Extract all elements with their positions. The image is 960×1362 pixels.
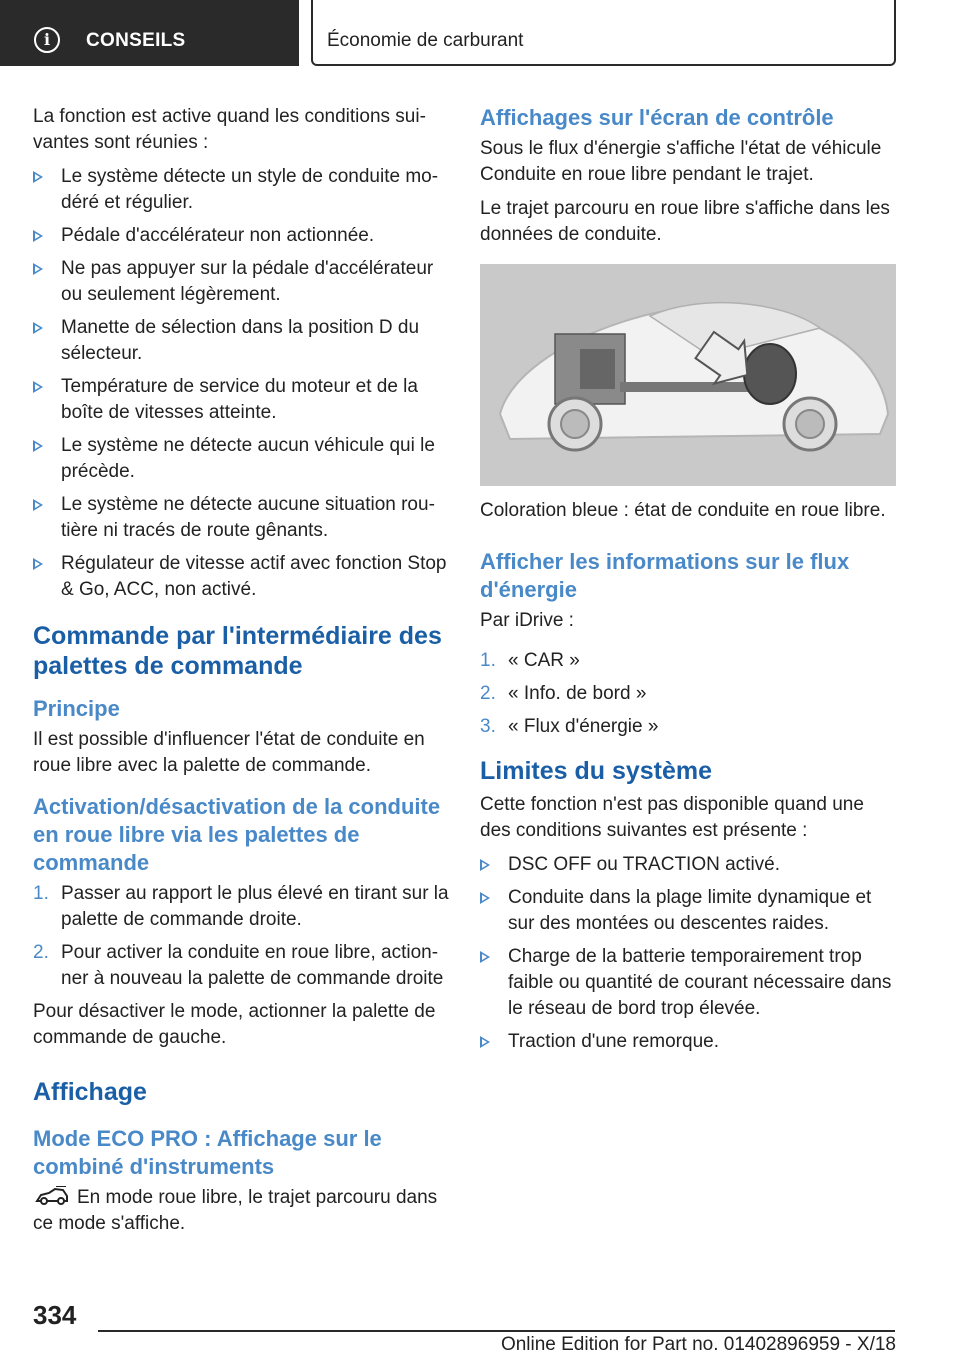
list-item	[33, 164, 449, 216]
list-item	[480, 852, 896, 878]
deactivate-text: Pour désactiver le mode, actionner la palette de commande de gauche.	[33, 1001, 436, 1048]
step-number: 1.	[480, 650, 496, 671]
ecran-paragraph-2: Le trajet parcouru en roue libre s'affiche dans les données de conduite.	[480, 198, 890, 245]
flux-steps	[480, 648, 896, 740]
page-header	[0, 0, 960, 66]
intro-text: La fonction est active quand les conditions sui-vantes sont réunies :	[33, 106, 426, 153]
list-item	[33, 223, 449, 249]
triangle-bullet-icon	[33, 171, 43, 183]
coasting-car-icon	[35, 1186, 69, 1206]
numbered-item	[480, 648, 896, 674]
car-drawing	[480, 264, 896, 486]
list-item	[33, 433, 449, 485]
list-item	[33, 492, 449, 544]
ecran-paragraph-1: Sous le flux d'énergie s'affiche l'état de véhicule Conduite en roue libre pendant le trajet.	[480, 138, 882, 185]
figure-caption: Coloration bleue : état de conduite en roue libre.	[480, 500, 886, 521]
list-item-text: Température de service du moteur et de la boîte de vitesses atteinte.	[61, 376, 418, 423]
conditions-list	[33, 164, 449, 603]
limites-intro: Cette fonction n'est pas disponible quand une des conditions suivantes est présente :	[480, 794, 864, 841]
edition-text: Online Edition for Part no. 01402896959 - X/18	[500, 1334, 896, 1355]
list-item	[33, 374, 449, 426]
triangle-bullet-icon	[480, 892, 490, 904]
list-item-text: Le système ne détecte aucun véhicule qui le précède.	[61, 435, 435, 482]
list-item-text: Le système ne détecte aucune situation rou-tière ni tracés de route gênants.	[61, 494, 435, 541]
list-item-text: Charge de la batterie temporairement trop faible ou quantité de courant nécessaire dans le réseau de bord trop élevée.	[508, 946, 892, 1019]
step-number: 2.	[480, 683, 496, 704]
triangle-bullet-icon	[480, 859, 490, 871]
coasting-car-illustration	[480, 264, 896, 486]
flux-intro: Par iDrive :	[480, 610, 574, 631]
triangle-bullet-icon	[33, 440, 43, 452]
right-column	[480, 104, 896, 1062]
chapter-title-tab[interactable]	[311, 0, 896, 66]
heading-ecran: Affichages sur l'écran de contrôle	[480, 105, 834, 130]
triangle-bullet-icon	[480, 951, 490, 963]
triangle-bullet-icon	[480, 1036, 490, 1048]
step-text: « CAR »	[508, 650, 580, 671]
list-item-text: Ne pas appuyer sur la pédale d'accélérateur ou seulement légèrement.	[61, 258, 434, 305]
heading-affichage: Affichage	[33, 1078, 147, 1106]
section-tab[interactable]	[0, 0, 299, 66]
footer-rule	[98, 1330, 895, 1332]
heading-eco-pro: Mode ECO PRO : Affichage sur le combiné d'instruments	[33, 1126, 382, 1179]
list-item-text: Manette de sélection dans la position D du sélecteur.	[61, 317, 420, 364]
list-item-text: Conduite dans la plage limite dynamique et sur des montées ou descentes raides.	[508, 887, 872, 934]
heading-limites: Limites du système	[480, 757, 713, 785]
triangle-bullet-icon	[33, 558, 43, 570]
list-item	[33, 315, 449, 367]
heading-flux: Afficher les informations sur le flux d'énergie	[480, 549, 850, 602]
step-number: 1.	[33, 883, 49, 904]
list-item-text: Pédale d'accélérateur non actionnée.	[61, 225, 375, 246]
numbered-item	[33, 940, 449, 992]
triangle-bullet-icon	[33, 499, 43, 511]
numbered-item	[480, 681, 896, 707]
limites-list	[480, 852, 896, 1055]
step-text: Passer au rapport le plus élevé en tirant sur la palette de commande droite.	[61, 883, 449, 930]
heading-commande: Commande par l'intermédiaire des palettes de commande	[33, 622, 442, 680]
numbered-item	[480, 714, 896, 740]
list-item-text: DSC OFF ou TRACTION activé.	[508, 854, 781, 875]
activation-steps	[33, 881, 449, 992]
step-text: « Info. de bord »	[508, 683, 647, 704]
info-icon: i	[34, 27, 60, 53]
heading-activation: Activation/désactivation de la conduite en roue libre via les palettes de commande	[33, 794, 441, 875]
step-text: « Flux d'énergie »	[508, 716, 659, 737]
list-item-text: Le système détecte un style de conduite mo-déré et régulier.	[61, 166, 439, 213]
triangle-bullet-icon	[33, 322, 43, 334]
eco-text-body: En mode roue libre, le trajet parcouru dans ce mode s'affiche.	[33, 1187, 438, 1234]
list-item-text: Régulateur de vitesse actif avec fonction Stop & Go, ACC, non activé.	[61, 553, 447, 600]
numbered-item	[33, 881, 449, 933]
triangle-bullet-icon	[33, 230, 43, 242]
left-column	[33, 104, 449, 1245]
page-number: 334	[33, 1300, 77, 1330]
step-number: 2.	[33, 942, 49, 963]
triangle-bullet-icon	[33, 381, 43, 393]
list-item	[480, 944, 896, 1022]
principe-text: Il est possible d'influencer l'état de conduite en roue libre avec la palette de commande.	[33, 729, 425, 776]
heading-principe: Principe	[33, 696, 120, 721]
eco-text	[33, 1185, 449, 1237]
list-item	[33, 551, 449, 603]
step-number: 3.	[480, 716, 496, 737]
list-item-text: Traction d'une remorque.	[508, 1031, 719, 1052]
list-item	[33, 256, 449, 308]
triangle-bullet-icon	[33, 263, 43, 275]
list-item	[480, 885, 896, 937]
section-tab-label: CONSEILS	[86, 30, 186, 51]
list-item	[480, 1029, 896, 1055]
step-text: Pour activer la conduite en roue libre, action-ner à nouveau la palette de commande droite	[61, 942, 444, 989]
chapter-title: Économie de carburant	[327, 30, 524, 51]
